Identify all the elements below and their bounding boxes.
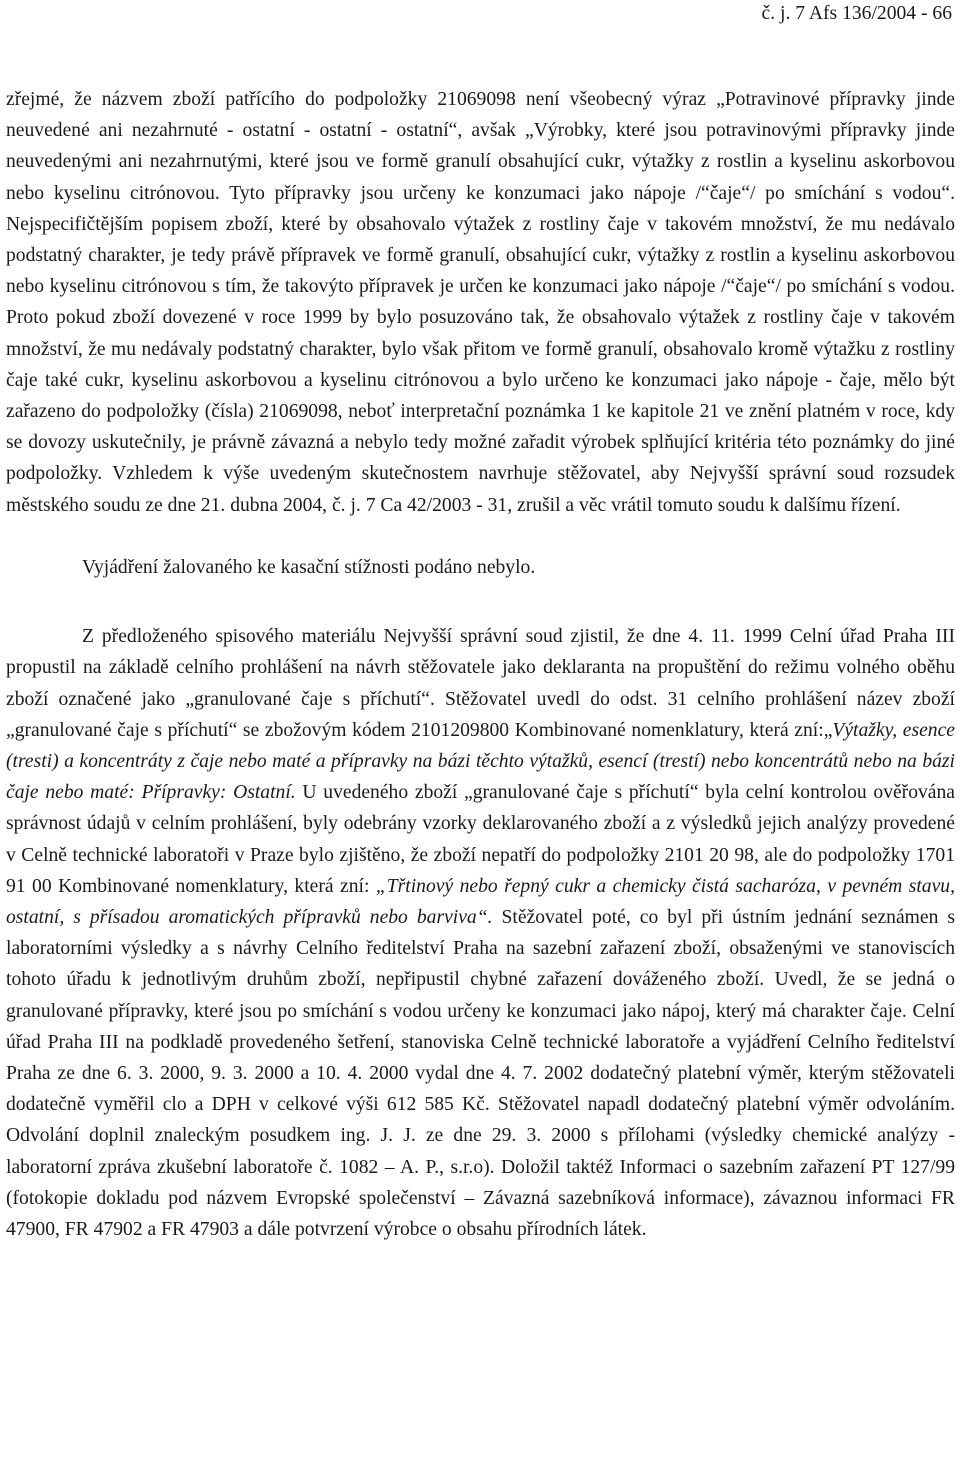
findings-text-3: Stěžovatel poté, co byl při ústním jednání seznámen s laboratorními výsledky a s návrhy Celního ředitelství Praha na sazební zařazení zboží, obsaženými ve stanoviscích tohoto úřadu k jednotlivým druhům zboží, nepřipustil chybné zařazení dováženého zboží. Uvedl, že se jedná o granulované přípravky, které jsou po smíchání s vodou určeny ke konzumaci jako nápoj, který má charakter čaje. Celní úřad Praha III na podkladě provedeného šetření, stanoviska Celně technické laboratoře a vyjádření Celního ředitelství Praha ze dne 6. 3. 2000, 9. 3. 2000 a 10. 4. 2000 vydal dne 4. 7. 2002 dodatečný platební výměr, kterým stěžovateli dodatečně vyměřil clo a DPH v celkové výši 612 585 Kč. Stěžovatel napadl dodatečný platební výměr odvoláním. Odvolání doplnil znaleckým posudkem ing. J. J. ze dne 29. 3. 2000 s přílohami (výsledky chemické analýzy - laboratorní zpráva zkušební laboratoře č. 1082 – A. P., s.r.o). Doložil taktéž Informaci o sazebním zařazení PT 127/99 (fotokopie dokladu pod názvem Evropské společenství – Závazná sazebníková informace), závaznou informaci FR 47900, FR 47902 a FR 47903 a dále potvrzení výrobce o obsahu přírodních látek. [6,907,956,1241]
nomenclature-quote-1: Výtažky, esence (tresti) a koncentráty z čaje nebo maté a přípravky na bázi těchto výtažků, esencí (trestí) nebo koncentrátů nebo na bázi čaje nebo maté: Přípravky: Ostatní. [6,719,955,804]
case-reference: č. j. 7 Afs 136/2004 - 66 [761,3,952,24]
paragraph-response: Vyjádření žalovaného ke kasační stížnosti podáno nebylo. [82,557,536,579]
paragraph-argument: zřejmé, že názvem zboží patřícího do podpoložky 21069098 není všeobecný výraz „Potravinové přípravky jinde neuvedené ani nezahrnuté - ostatní - ostatní - ostatní“, avšak „Výrobky, které jsou potravinovými přípravky jinde neuvedenými ani nezahrnutými, které jsou ve formě granulí obsahující cukr, výtažky z rostlin a kyselinu askorbovou nebo kyselinu citrónovou. Tyto přípravky jsou určeny ke konzumaci jako nápoje /“čaje“/ po smíchání s vodou“. Nejspecifičtějším popisem zboží, které by obsahovalo výtažek z rostliny čaje v takovém množství, že mu nedávalo podstatný charakter, je tedy právě přípravek ve formě granulí, obsahující cukr, výtažky z rostlin a kyselinu askorbovou nebo kyselinu citrónovou s tím, že takovýto přípravek je určen ke konzumaci jako nápoje /“čaje“/ po smíchání s vodou. Proto pokud zboží dovezené v roce 1999 by bylo posuzováno tak, že obsahovalo výtažek z rostliny čaje v takovém množství, že mu nedávaly podstatný charakter, bylo však přitom ve formě granulí, obsahovalo kromě výtažku z rostliny čaje také cukr, kyselinu askorbovou a kyselinu citrónovou a bylo určeno ke konzumaci jako nápoje - čaje, mělo být zařazeno do podpoložky (čísla) 21069098, neboť interpretační poznámka 1 ke kapitole 21 ve znění platném v roce, kdy se dovozy uskutečnily, je právně závazná a nebylo tedy možné zařadit výrobek splňující kritéria této poznámky do jiné podpoložky. Vzhledem k výše uvedeným skutečnostem navrhuje stěžovatel, aby Nejvyšší správní soud rozsudek městského soudu ze dne 21. dubna 2004, č. j. 7 Ca 42/2003 - 31, zrušil a věc vrátil tomuto soudu k dalšímu řízení. [6,89,955,516]
paragraph-gap [6,583,955,621]
findings-text-1: Z předloženého spisového materiálu Nejvyšší správní soud zjistil, že dne 4. 11. 1999 Celní úřad Praha III propustil na základě celního prohlášení na návrh stěžovatele jako deklaranta na propuštění do režimu volného oběhu zboží označené jako „granulované čaje s příchutí“. Stěžovatel uvedl do odst. 31 celního prohlášení název zboží „granulované čaje s příchutí“ se zbožovým kódem 2101209800 Kombinované nomenklatury, která zní:„ [6,626,955,741]
document-body [6,84,955,1245]
paragraph-gap [6,521,955,552]
paragraph-findings [6,621,955,1245]
nomenclature-quote-2: „Třtinový nebo řepný cukr a chemicky čistá sacharóza, v pevném stavu, ostatní, s přísadou aromatických přípravků nebo barviva“. [6,875,955,929]
findings-text-2: U uvedeného zboží „granulované čaje s příchutí“ byla celní kontrolou ověřována správnost údajů v celním prohlášení, byly odebrány vzorky deklarovaného zboží a z výsledků jejich analýzy provedené v Celně technické laboratoři v Praze bylo zjištěno, že zboží nepatří do podpoložky 2101 20 98, ale do podpoložky 1701 91 00 Kombinované nomenklatury, která zní: [6,782,955,897]
